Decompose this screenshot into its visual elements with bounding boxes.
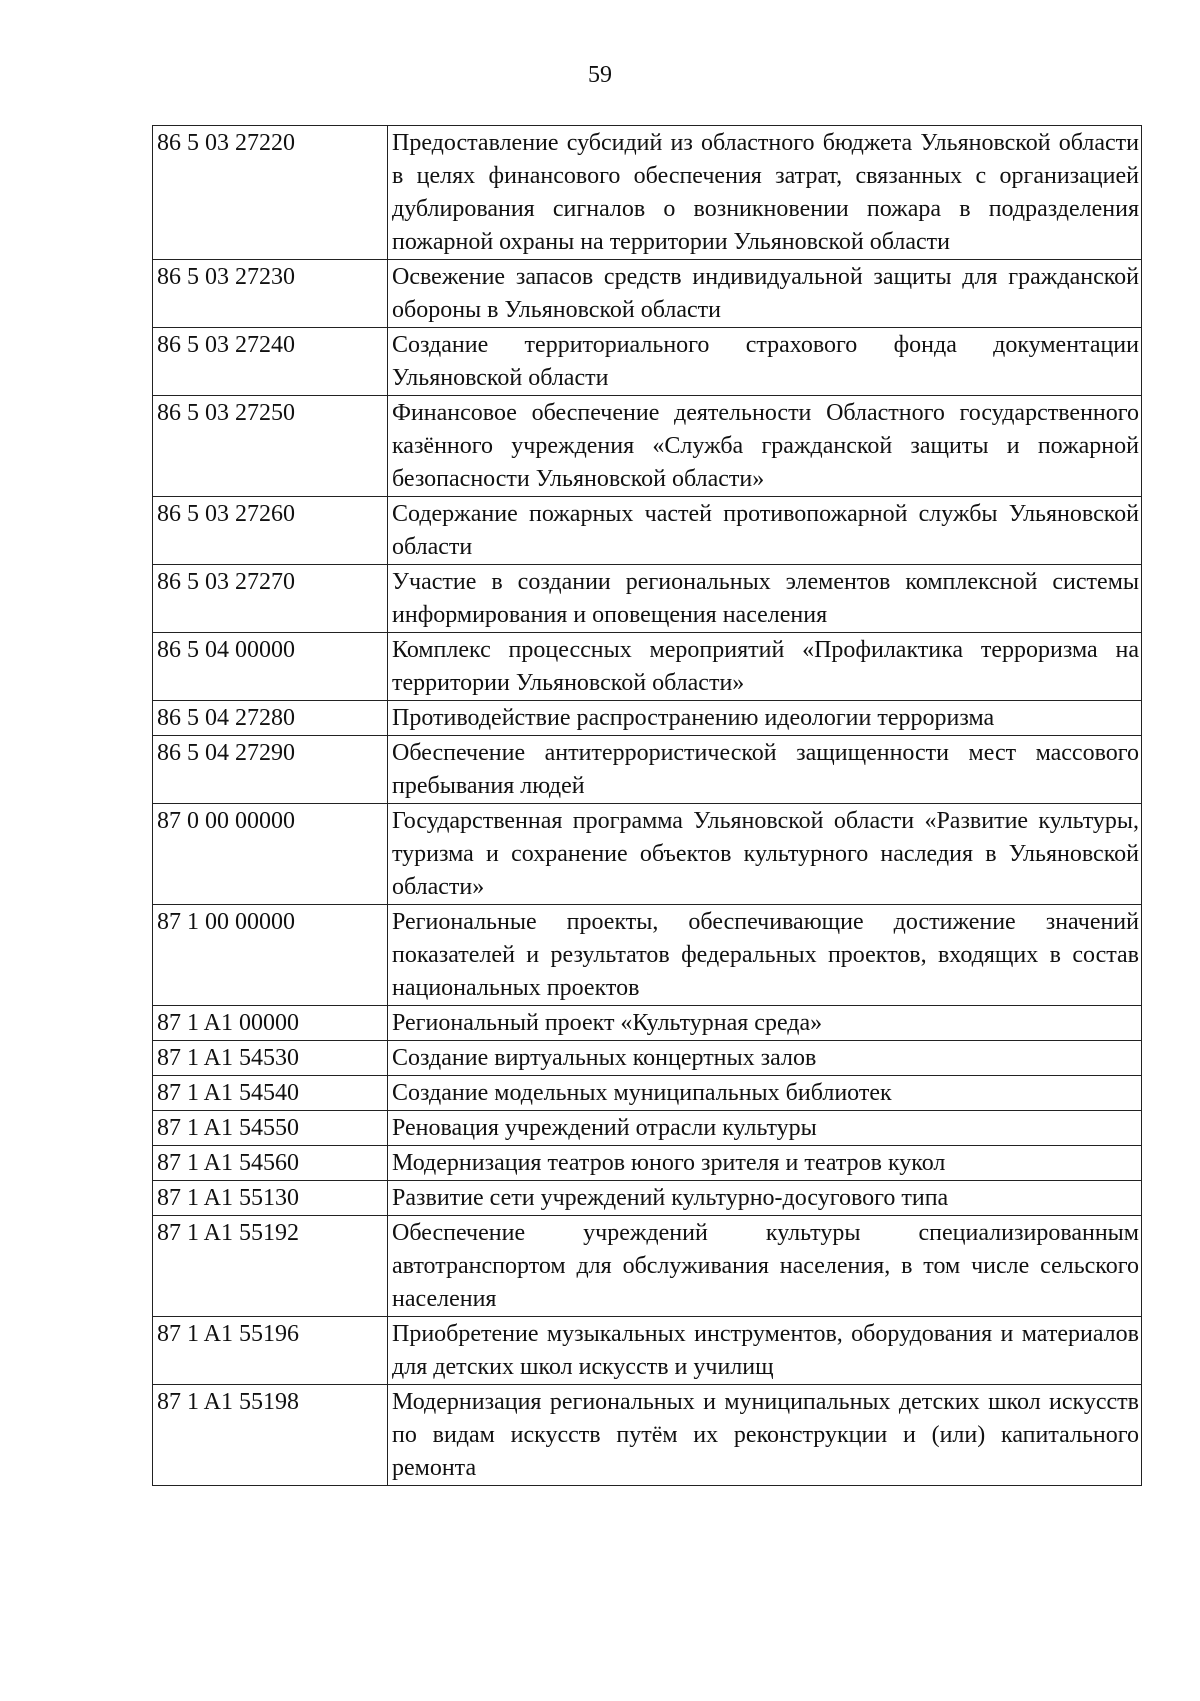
row-code: 86 5 03 27220	[153, 126, 388, 260]
row-description: Развитие сети учреждений культурно-досугового типа	[388, 1181, 1142, 1216]
row-code: 86 5 04 27280	[153, 701, 388, 736]
table-row	[153, 126, 1142, 260]
table-row	[153, 565, 1142, 633]
row-description: Модернизация театров юного зрителя и театров кукол	[388, 1146, 1142, 1181]
table-row	[153, 736, 1142, 804]
table-row	[153, 1317, 1142, 1385]
table-row	[153, 1076, 1142, 1111]
row-description: Создание модельных муниципальных библиотек	[388, 1076, 1142, 1111]
table-row	[153, 328, 1142, 396]
row-code: 86 5 03 27250	[153, 396, 388, 497]
row-description: Комплекс процессных мероприятий «Профилактика терроризма на территории Ульяновской области»	[388, 633, 1142, 701]
table-row	[153, 905, 1142, 1006]
row-code: 87 1 00 00000	[153, 905, 388, 1006]
row-code: 87 1 A1 55130	[153, 1181, 388, 1216]
row-description: Обеспечение учреждений культуры специализированным автотранспортом для обслуживания населения, в том числе сельского населения	[388, 1216, 1142, 1317]
row-code: 87 1 A1 55192	[153, 1216, 388, 1317]
row-description: Государственная программа Ульяновской области «Развитие культуры, туризма и сохранение объектов культурного наследия в Ульяновской области»	[388, 804, 1142, 905]
table-row	[153, 260, 1142, 328]
row-description: Противодействие распространению идеологии терроризма	[388, 701, 1142, 736]
table-row	[153, 396, 1142, 497]
row-description: Финансовое обеспечение деятельности Областного государственного казённого учреждения «Служба гражданской защиты и пожарной безопасности Ульяновской области»	[388, 396, 1142, 497]
table-row	[153, 1216, 1142, 1317]
budget-classification-table	[152, 125, 1142, 1486]
table-row	[153, 1181, 1142, 1216]
row-description: Создание виртуальных концертных залов	[388, 1041, 1142, 1076]
row-code: 87 1 A1 54530	[153, 1041, 388, 1076]
row-code: 86 5 03 27270	[153, 565, 388, 633]
row-code: 86 5 03 27230	[153, 260, 388, 328]
row-description: Создание территориального страхового фонда документации Ульяновской области	[388, 328, 1142, 396]
table-row	[153, 701, 1142, 736]
table-row	[153, 1041, 1142, 1076]
row-code: 86 5 04 00000	[153, 633, 388, 701]
row-description: Участие в создании региональных элементов комплексной системы информирования и оповещения населения	[388, 565, 1142, 633]
row-description: Региональные проекты, обеспечивающие достижение значений показателей и результатов федеральных проектов, входящих в состав национальных проектов	[388, 905, 1142, 1006]
table-row	[153, 804, 1142, 905]
row-description: Модернизация региональных и муниципальных детских школ искусств по видам искусств путём их реконструкции и (или) капитального ремонта	[388, 1385, 1142, 1486]
table-row	[153, 1385, 1142, 1486]
table-body	[153, 126, 1142, 1486]
row-code: 86 5 03 27260	[153, 497, 388, 565]
row-code: 87 1 A1 54540	[153, 1076, 388, 1111]
row-description: Региональный проект «Культурная среда»	[388, 1006, 1142, 1041]
row-description: Обеспечение антитеррористической защищенности мест массового пребывания людей	[388, 736, 1142, 804]
table-row	[153, 1006, 1142, 1041]
row-code: 87 1 A1 54550	[153, 1111, 388, 1146]
row-code: 87 1 A1 00000	[153, 1006, 388, 1041]
table-row	[153, 1111, 1142, 1146]
row-description: Предоставление субсидий из областного бюджета Ульяновской области в целях финансового обеспечения затрат, связанных с организацией дублирования сигналов о возникновении пожара в подразделения пожарной охраны на территории Ульяновской области	[388, 126, 1142, 260]
row-description: Содержание пожарных частей противопожарной службы Ульяновской области	[388, 497, 1142, 565]
row-description: Реновация учреждений отрасли культуры	[388, 1111, 1142, 1146]
row-code: 87 1 A1 54560	[153, 1146, 388, 1181]
row-description: Приобретение музыкальных инструментов, оборудования и материалов для детских школ искусств и училищ	[388, 1317, 1142, 1385]
row-code: 87 1 A1 55196	[153, 1317, 388, 1385]
table-row	[153, 1146, 1142, 1181]
row-code: 87 0 00 00000	[153, 804, 388, 905]
row-code: 87 1 A1 55198	[153, 1385, 388, 1486]
row-code: 86 5 03 27240	[153, 328, 388, 396]
page-number: 59	[588, 62, 612, 88]
table-row	[153, 633, 1142, 701]
row-description: Освежение запасов средств индивидуальной защиты для гражданской обороны в Ульяновской области	[388, 260, 1142, 328]
table-row	[153, 497, 1142, 565]
row-code: 86 5 04 27290	[153, 736, 388, 804]
